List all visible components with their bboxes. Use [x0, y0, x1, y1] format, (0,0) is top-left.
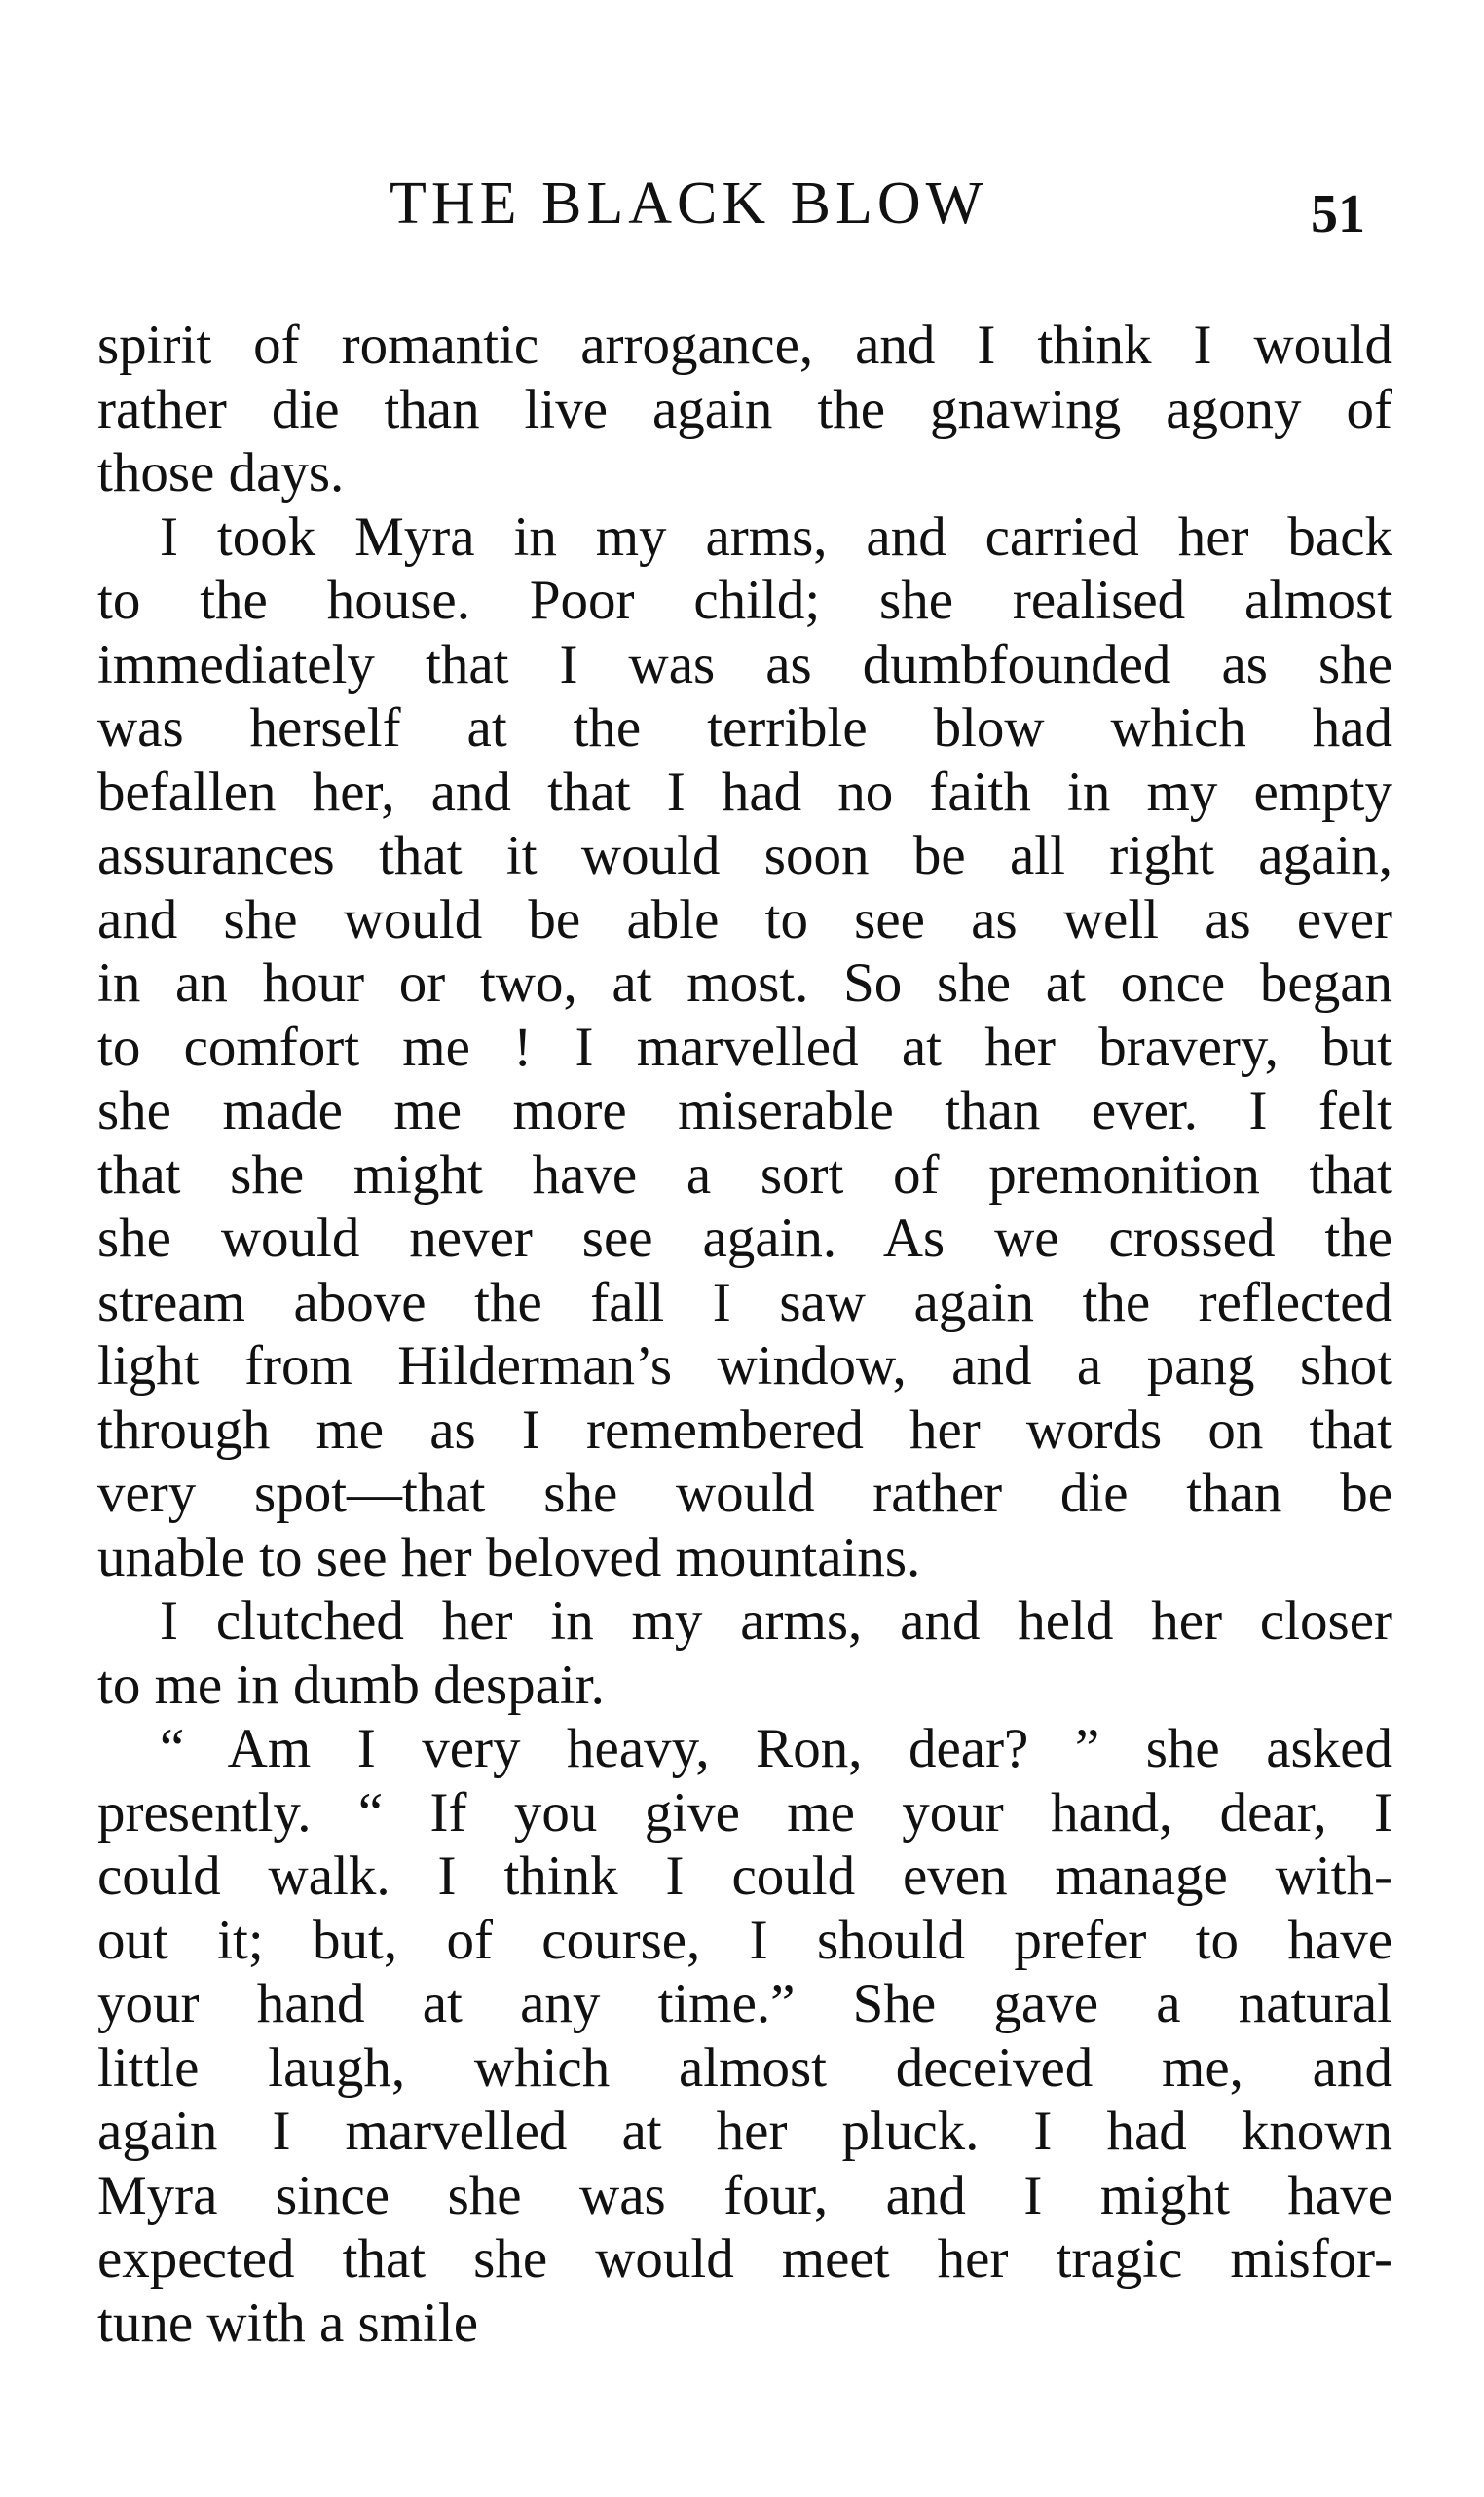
text-line: light from Hilderman’s window, and a pang shot	[97, 1335, 1392, 1397]
text-line: and she would be able to see as well as ever	[97, 888, 1392, 950]
page-number: 51	[1311, 184, 1365, 244]
text-line: to me in dumb despair.	[97, 1654, 605, 1716]
text-line: I clutched her in my arms, and held her closer	[160, 1590, 1392, 1652]
text-line: your hand at any time.” She gave a natural	[97, 1973, 1392, 2034]
text-line: to comfort me ! I marvelled at her bravery, but	[97, 1016, 1392, 1078]
text-line: through me as I remembered her words on that	[97, 1398, 1392, 1461]
text-line: she would never see again. As we crossed the	[97, 1208, 1392, 1269]
text-line: stream above the fall I saw again the reflected	[97, 1271, 1392, 1333]
text-line: befallen her, and that I had no faith in my empty	[97, 761, 1392, 823]
text-line: assurances that it would soon be all right again,	[97, 825, 1392, 886]
text-line: she made me more miserable than ever. I felt	[97, 1080, 1392, 1141]
body-text	[97, 314, 1392, 2355]
text-line: very spot—that she would rather die than be	[97, 1463, 1392, 1524]
text-line: expected that she would meet her tragic misfor-	[97, 2228, 1392, 2290]
text-line: tune with a smile	[97, 2292, 479, 2354]
text-line: to the house. Poor child; she realised almost	[97, 570, 1392, 631]
text-line: I took Myra in my arms, and carried her back	[160, 505, 1392, 568]
text-line: Myra since she was four, and I might have	[97, 2164, 1392, 2226]
text-line: those days.	[97, 442, 345, 503]
text-line: unable to see her beloved mountains.	[97, 1526, 921, 1588]
text-line: that she might have a sort of premonition that	[97, 1143, 1392, 1206]
running-head-title: THE BLACK BLOW	[390, 170, 988, 237]
text-line: was herself at the terrible blow which had	[97, 697, 1392, 759]
text-line: presently. “ If you give me your hand, dear, I	[97, 1781, 1392, 1844]
text-line: spirit of romantic arrogance, and I think I would	[97, 315, 1392, 376]
text-line: immediately that I was as dumbfounded as she	[97, 633, 1392, 695]
text-line: again I marvelled at her pluck. I had known	[97, 2101, 1392, 2162]
text-line: could walk. I think I could even manage with-	[97, 1845, 1392, 1907]
text-line: rather die than live again the gnawing agony of	[97, 378, 1392, 440]
text-line: in an hour or two, at most. So she at once began	[97, 952, 1392, 1014]
text-line: “ Am I very heavy, Ron, dear? ” she asked	[160, 1718, 1392, 1779]
text-line: out it; but, of course, I should prefer to have	[97, 1909, 1392, 1971]
text-line: little laugh, which almost deceived me, and	[97, 2036, 1392, 2099]
